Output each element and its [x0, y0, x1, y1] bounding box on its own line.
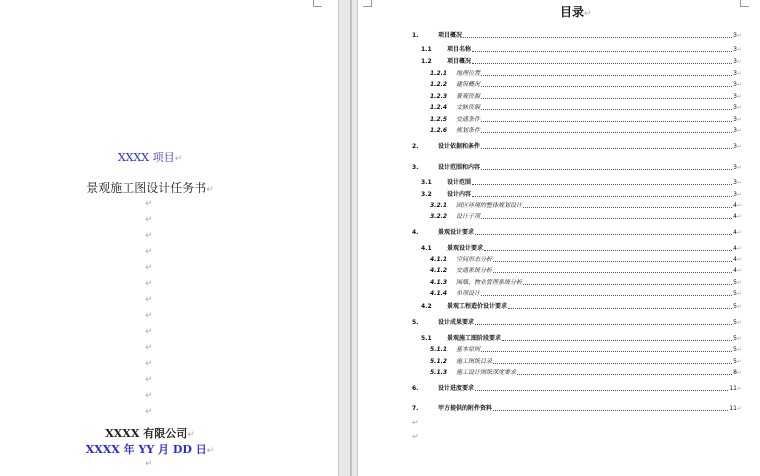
toc-entry-title: 施工图纸目录: [456, 358, 493, 365]
toc-dot-leader: [481, 295, 732, 296]
toc-entry-title: 设计范围和内容: [438, 164, 481, 171]
toc-entry[interactable]: [412, 162, 742, 172]
toc-entry-page: 11: [729, 385, 737, 392]
toc-dot-leader: [481, 86, 732, 87]
cover-date: XXXX 年 YY 月 DD 日↵: [85, 443, 215, 456]
paragraph-mark: ↵: [145, 199, 153, 209]
toc-dot-leader: [481, 121, 732, 122]
toc-dot-leader: [475, 390, 728, 391]
toc-entry[interactable]: [412, 68, 742, 78]
toc-entry-page: 3: [733, 93, 737, 100]
paragraph-mark: ↵: [145, 407, 153, 417]
toc-entry-number: 5.: [412, 319, 419, 326]
paragraph-mark: ↵: [736, 267, 742, 274]
paragraph-mark: ↵: [145, 263, 153, 273]
toc-dot-leader: [502, 340, 732, 341]
paragraph-mark: ↵: [145, 375, 153, 385]
toc-entry-title: 景观工程造价设计要求: [447, 303, 508, 310]
paragraph-mark: ↵: [736, 245, 742, 252]
paragraph-mark: ↵: [736, 213, 742, 220]
page-gutter: [350, 0, 352, 476]
toc-entry-page: 3: [733, 191, 737, 198]
toc-entry[interactable]: [412, 141, 742, 151]
toc-entry[interactable]: [412, 227, 742, 237]
paragraph-mark: ↵: [174, 154, 183, 164]
crop-mark: [740, 0, 749, 7]
toc-entry-number: 1.2.4: [430, 104, 448, 111]
toc-dot-leader: [481, 351, 732, 352]
toc-entry-title: 园区环境的整体规划设计: [456, 202, 523, 209]
paragraph-mark: ↵: [736, 319, 742, 326]
toc-entry-page: 3: [733, 179, 737, 186]
toc-dot-leader: [463, 37, 732, 38]
toc-entry-page: 3: [733, 32, 737, 39]
toc-dot-leader: [493, 363, 732, 364]
paragraph-mark: ↵: [145, 231, 153, 241]
paragraph-mark: ↵: [736, 70, 742, 77]
toc-entry-page: 4: [733, 245, 737, 252]
toc-entry-number: 1.2: [421, 58, 432, 65]
toc-dot-leader: [481, 75, 732, 76]
toc-entry-number: 3.1: [421, 179, 432, 186]
cover-document-title: 景观施工图设计任务书↵: [86, 181, 214, 195]
crop-mark: [313, 0, 322, 7]
paragraph-mark: ↵: [145, 359, 153, 369]
paragraph-mark: ↵: [145, 311, 153, 321]
toc-entry[interactable]: [412, 91, 742, 101]
paragraph-mark: ↵: [736, 405, 742, 412]
toc-entry[interactable]: [412, 189, 742, 199]
toc-entry-number: 4.1.3: [430, 279, 448, 286]
toc-entry-page: 5: [733, 303, 737, 310]
toc-entry-title: 设计成果要求: [438, 319, 475, 326]
toc-dot-leader: [475, 324, 732, 325]
toc-entry-title: 空间形态分析: [456, 256, 493, 263]
paragraph-mark: ↵: [584, 9, 592, 19]
toc-entry-number: 5.1: [421, 335, 432, 342]
toc-entry-number: 5.1.2: [430, 358, 448, 365]
toc-entry-number: 1.1: [421, 46, 432, 53]
toc-entry-page: 3: [733, 164, 737, 171]
toc-entry-page: 4: [733, 267, 737, 274]
toc-entry-number: 4.1.2: [430, 267, 448, 274]
toc-entry-page: 3: [733, 127, 737, 134]
toc-entry-title: 甲方提供的附件资料: [438, 405, 493, 412]
toc-entry[interactable]: [412, 344, 742, 354]
toc-entry[interactable]: [412, 243, 742, 253]
toc-entry-page: 4: [733, 213, 737, 220]
toc-entry-number: 5.1.1: [430, 346, 448, 353]
toc-entry-title: 规划条件: [456, 127, 481, 134]
paragraph-mark: ↵: [736, 385, 742, 392]
toc-entry[interactable]: [412, 265, 742, 275]
toc-entry-number: 1.2.1: [430, 70, 448, 77]
toc-entry[interactable]: [412, 125, 742, 135]
paragraph-mark: ↵: [206, 446, 215, 456]
toc-entry-page: 11: [729, 405, 737, 412]
toc-entry-page: 3: [733, 116, 737, 123]
paragraph-mark: ↵: [736, 143, 742, 150]
toc-entry-number: 4.1.1: [430, 256, 448, 263]
toc-dot-leader: [508, 308, 732, 309]
toc-entry-number: 3.2: [421, 191, 432, 198]
toc-entry[interactable]: [412, 317, 742, 327]
toc-entry-title: 设计依据和条件: [438, 143, 481, 150]
toc-entry-title: 项目名称: [447, 46, 472, 53]
toc-entry-number: 6.: [412, 385, 419, 392]
toc-entry-page: 5: [733, 335, 737, 342]
toc-entry-number: 1.2.3: [430, 93, 448, 100]
toc-dot-leader: [481, 109, 732, 110]
paragraph-mark: ↵: [412, 418, 419, 427]
paragraph-mark: ↵: [736, 346, 742, 353]
toc-entry-number: 4.1.4: [430, 290, 448, 297]
paragraph-mark: ↵: [736, 279, 742, 286]
paragraph-mark: ↵: [736, 335, 742, 342]
toc-entry-page: 4: [733, 256, 737, 263]
toc-entry-page: 3: [733, 81, 737, 88]
toc-entry-number: 3.2.2: [430, 213, 448, 220]
toc-entry-title: 设计子项: [456, 213, 481, 220]
toc-dot-leader: [484, 250, 732, 251]
toc-entry-number: 4.1: [421, 245, 432, 252]
toc-entry[interactable]: [412, 254, 742, 264]
toc-entry-title: 设计范围: [447, 179, 472, 186]
toc-entry[interactable]: [412, 102, 742, 112]
toc-entry-title: 设计进度要求: [438, 385, 475, 392]
toc-entry-number: 7.: [412, 405, 419, 412]
paragraph-mark: ↵: [736, 191, 742, 198]
toc-entry-page: 5: [733, 346, 737, 353]
cover-page: [0, 0, 338, 476]
paragraph-mark: ↵: [736, 104, 742, 111]
paragraph-mark: ↵: [736, 46, 742, 53]
toc-entry-title: 设计内容: [447, 191, 472, 198]
toc-entry-number: 3.: [412, 164, 419, 171]
toc-entry-title: 建筑概况: [456, 81, 481, 88]
toc-entry-title: 交通条件: [456, 116, 481, 123]
paragraph-mark: ↵: [736, 202, 742, 209]
toc-dot-leader: [475, 234, 732, 235]
toc-dot-leader: [517, 374, 732, 375]
toc-entry-number: 1.2.5: [430, 116, 448, 123]
toc-entry-page: 3: [733, 46, 737, 53]
toc-entry-number: 4.: [412, 229, 419, 236]
toc-entry[interactable]: [412, 211, 742, 221]
paragraph-mark: ↵: [736, 127, 742, 134]
crop-mark: [363, 0, 372, 7]
paragraph-mark: ↵: [736, 303, 742, 310]
cover-company-name: XXXX 有限公司↵: [105, 427, 195, 440]
toc-dot-leader: [493, 261, 732, 262]
toc-entry-page: 5: [733, 358, 737, 365]
paragraph-mark: ↵: [736, 116, 742, 123]
toc-entry-page: 4: [733, 229, 737, 236]
toc-entry-page: 3: [733, 143, 737, 150]
toc-entry[interactable]: [412, 403, 742, 413]
paragraph-mark: ↵: [736, 179, 742, 186]
toc-dot-leader: [523, 284, 732, 285]
paragraph-mark: ↵: [412, 432, 419, 441]
toc-dot-leader: [481, 148, 732, 149]
paragraph-mark: ↵: [145, 459, 153, 469]
toc-entry-title: 项目概况: [447, 58, 472, 65]
toc-entry-page: 3: [733, 58, 737, 65]
toc-entry[interactable]: [412, 79, 742, 89]
toc-entry[interactable]: [412, 288, 742, 298]
paragraph-mark: ↵: [187, 430, 195, 440]
toc-dot-leader: [481, 98, 732, 99]
toc-entry-title: 景观施工图阶段要求: [447, 335, 502, 342]
toc-entry-page: 8: [733, 369, 737, 376]
toc-entry-title: 基本原则: [456, 346, 481, 353]
toc-entry[interactable]: [412, 44, 742, 54]
toc-entry-title: 单项设计: [456, 290, 481, 297]
toc-entry-title: 景观设计要求: [447, 245, 484, 252]
toc-heading: 目录↵: [560, 5, 592, 19]
toc-entry[interactable]: [412, 367, 742, 377]
toc-entry-title: 施工设计图纸深度要求: [456, 369, 517, 376]
toc-dot-leader: [481, 218, 732, 219]
toc-entry-number: 1.2.6: [430, 127, 448, 134]
toc-entry-number: 5.1.3: [430, 369, 448, 376]
toc-entry-page: 3: [733, 70, 737, 77]
paragraph-mark: ↵: [145, 247, 153, 257]
paragraph-mark: ↵: [736, 81, 742, 88]
toc-entry-page: 5: [733, 319, 737, 326]
paragraph-mark: ↵: [736, 369, 742, 376]
toc-entry-title: 景观资源: [456, 93, 481, 100]
paragraph-mark: ↵: [206, 185, 214, 195]
paragraph-mark: ↵: [736, 58, 742, 65]
toc-entry-page: 3: [733, 104, 737, 111]
paragraph-mark: ↵: [736, 256, 742, 263]
toc-entry[interactable]: [412, 383, 742, 393]
toc-entry-title: 围墙、物业管理系统分析: [456, 279, 523, 286]
toc-entry-title: 地理位置: [456, 70, 481, 77]
toc-entry-number: 4.2: [421, 303, 432, 310]
toc-entry[interactable]: [412, 200, 742, 210]
cover-project-name: XXXX 项目↵: [117, 151, 183, 164]
toc-entry[interactable]: [412, 114, 742, 124]
toc-dot-leader: [472, 196, 732, 197]
paragraph-mark: ↵: [736, 358, 742, 365]
toc-entry[interactable]: [412, 277, 742, 287]
toc-dot-leader: [472, 63, 732, 64]
toc-entry-page: 5: [733, 290, 737, 297]
toc-entry[interactable]: [412, 333, 742, 343]
toc-entry-number: 3.2.1: [430, 202, 448, 209]
paragraph-mark: ↵: [145, 279, 153, 289]
toc-entry[interactable]: [412, 30, 742, 40]
paragraph-mark: ↵: [145, 327, 153, 337]
toc-entry-title: 文脉资源: [456, 104, 481, 111]
toc-entry-number: 2.: [412, 143, 419, 150]
toc-entry-title: 景观设计要求: [438, 229, 475, 236]
toc-entry[interactable]: [412, 301, 742, 311]
toc-dot-leader: [523, 207, 732, 208]
toc-entry-page: 4: [733, 202, 737, 209]
toc-entry[interactable]: [412, 177, 742, 187]
paragraph-mark: ↵: [145, 295, 153, 305]
toc-entry-number: 1.2.2: [430, 81, 448, 88]
toc-entry-title: 交通系统分析: [456, 267, 493, 274]
toc-entry-title: 项目概况: [438, 32, 463, 39]
paragraph-mark: ↵: [145, 391, 153, 401]
paragraph-mark: ↵: [736, 32, 742, 39]
paragraph-mark: ↵: [145, 215, 153, 225]
toc-entry[interactable]: [412, 356, 742, 366]
toc-dot-leader: [493, 410, 728, 411]
paragraph-mark: ↵: [736, 229, 742, 236]
toc-entry-page: 5: [733, 279, 737, 286]
toc-entry[interactable]: [412, 56, 742, 66]
toc-dot-leader: [481, 132, 732, 133]
toc-entry-number: 1.: [412, 32, 419, 39]
toc-dot-leader: [472, 184, 732, 185]
paragraph-mark: ↵: [736, 164, 742, 171]
toc-dot-leader: [481, 169, 732, 170]
paragraph-mark: ↵: [736, 290, 742, 297]
paragraph-mark: ↵: [736, 93, 742, 100]
paragraph-mark: ↵: [145, 343, 153, 353]
toc-dot-leader: [493, 272, 732, 273]
toc-dot-leader: [472, 51, 732, 52]
